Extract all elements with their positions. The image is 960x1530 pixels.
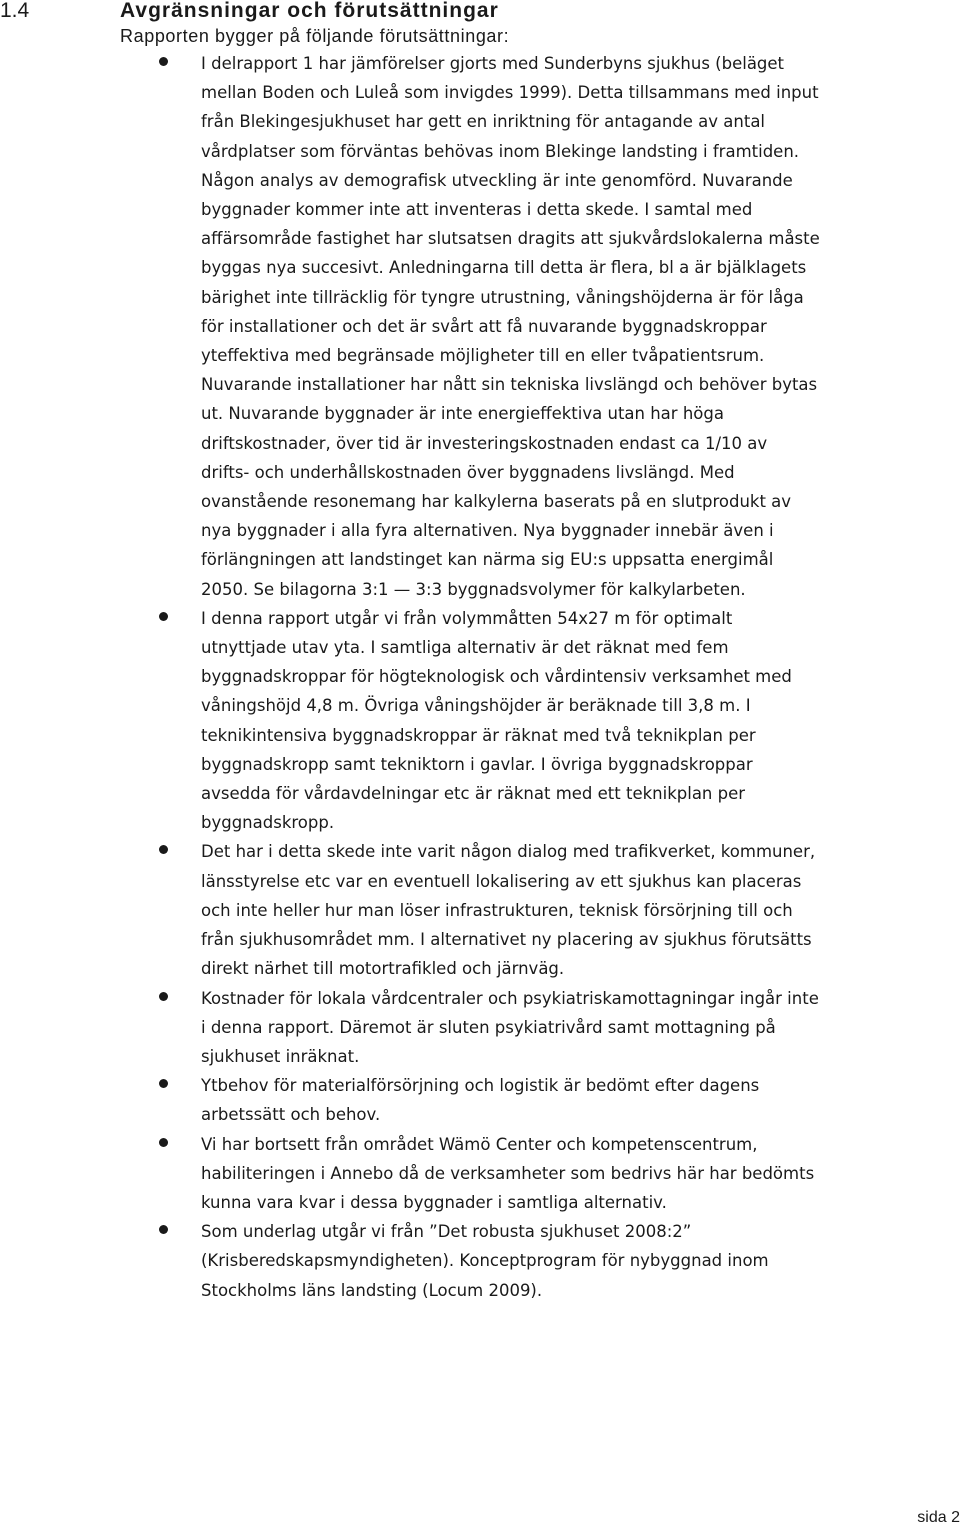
- bullet-icon: [159, 1225, 168, 1234]
- list-item-text: I denna rapport utgår vi från volymmåtten 54x27 m för optimalt utnyttjade utav yta. I samtliga alternativ är det räknat med fem byggnadskroppar för högteknologisk och vårdintensiv verksamhet med våningshöjd 4,8 m. Övriga våningshöjder är beräknade till 3,8 m. I teknikintensiva byggnadskroppar är räknat med två teknikplan per byggnadskropp samt tekniktorn i gavlar. I övriga byggnadskroppar avsedda för vårdavdelningar etc är räknat med ett teknikplan per byggnadskropp.: [201, 608, 792, 833]
- list-item: [0, 1217, 960, 1305]
- list-item-text: Kostnader för lokala vårdcentraler och psykiatriskamottagningar ingår inte i denna rapport. Däremot är sluten psykiatrivård samt mottagning på sjukhuset inräknat.: [201, 988, 819, 1066]
- list-item: [0, 1071, 960, 1129]
- bullet-icon: [159, 845, 168, 854]
- assumptions-list: [0, 49, 960, 1305]
- bullet-icon: [159, 612, 168, 621]
- list-item: [0, 49, 960, 604]
- list-item-text: I delrapport 1 har jämförelser gjorts med Sunderbyns sjukhus (beläget mellan Boden och Luleå som invigdes 1999). Detta tillsammans med input från Blekingesjukhuset har gett en inriktning för antagande av antal vårdplatser som förväntas behövas inom Blekinge landsting i framtiden. Någon analys av demografisk utveckling är inte genomförd. Nuvarande byggnader kommer inte att inventeras i detta skede. I samtal med affärsområde fastighet har slutsatsen dragits att sjukvårdslokalerna måste byggas nya succesivt. Anledningarna till detta är flera, bl a är bjälklagets bärighet inte tillräcklig för tyngre utrustning, våningshöjderna är för låga för installationer och det är svårt att få nuvarande byggnadskroppar yteffektiva med begränsade möjligheter till en eller tvåpatientsrum. Nuvarande installationer har nått sin tekniska livslängd och behöver bytas ut. Nuvarande byggnader är inte energieffektiva utan har höga driftskostnader, över tid är investeringskostnaden endast ca 1/10 av drifts- och underhållskostnaden över byggnadens livslängd. Med ovanstående resonemang har kalkylerna baserats på en slutprodukt av nya byggnader i alla fyra alternativen. Nya byggnader innebär även i förlängningen att landstinget kan närma sig EU:s uppsatta energimål 2050. Se bilagorna 3:1 — 3:3 byggnadsvolymer för kalkylarbeten.: [201, 54, 820, 599]
- section-title: Avgränsningar och förutsättningar: [120, 0, 499, 22]
- section-number: 1.4: [0, 0, 30, 22]
- bullet-icon: [159, 1138, 168, 1147]
- list-item-text: Som underlag utgår vi från ”Det robusta sjukhuset 2008:2” (Krisberedskapsmyndigheten). Konceptprogram för nybyggnad inom Stockholms läns landsting (Locum 2009).: [201, 1222, 769, 1300]
- list-item: [0, 837, 960, 983]
- list-item-text: Ytbehov för materialförsörjning och logistik är bedömt efter dagens arbetssätt och behov.: [201, 1076, 760, 1125]
- list-item-text: Det har i detta skede inte varit någon dialog med trafikverket, kommuner, länsstyrelse etc var en eventuell lokalisering av ett sjukhus kan placeras och inte heller hur man löser infrastrukturen, teknisk försörjning till och från sjukhusområdet mm. I alternativet ny placering av sjukhus förutsätts direkt närhet till motortrafikled och järnväg.: [201, 842, 816, 979]
- bullet-icon: [159, 1079, 168, 1088]
- page-number: sida 2: [917, 1509, 960, 1526]
- bullet-icon: [159, 57, 168, 66]
- list-item: [0, 984, 960, 1072]
- list-item: [0, 1130, 960, 1218]
- bullet-icon: [159, 992, 168, 1001]
- section-intro: Rapporten bygger på följande förutsättningar:: [120, 26, 510, 46]
- list-item-text: Vi har bortsett från området Wämö Center och kompetenscentrum, habiliteringen i Annebo då de verksamheter som bedrivs här har bedömts kunna vara kvar i dessa byggnader i samtliga alternativ.: [201, 1134, 815, 1212]
- list-item: [0, 604, 960, 838]
